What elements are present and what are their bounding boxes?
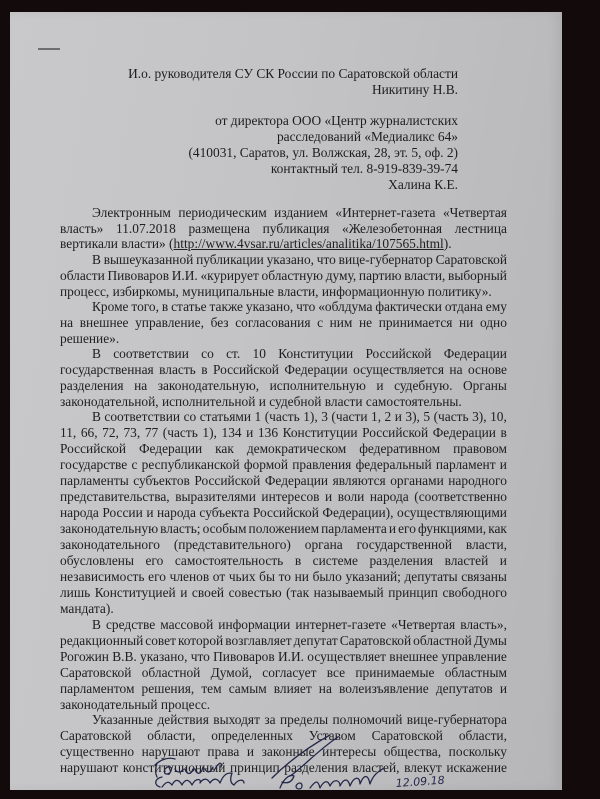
body-word: функциями, [417,521,487,536]
body-word: и [499,553,507,568]
body-word: В [92,252,101,267]
body-word: Федерации [138,441,203,456]
body-word: лестница [454,221,507,236]
body-word: власти, [404,268,446,283]
body-word: государстве [60,457,128,472]
body-word: выборный [448,268,507,283]
sender-line-4: контактный тел. 8-919-839-39-74 [270,161,458,176]
body-word: Российской [362,425,429,440]
body-word: вице-губернатора [406,712,507,727]
sender-line-3: (410031, Саратов, ул. Волжская, 28, эт. 5, оф. 2) [188,145,458,160]
body-word: 72, [102,425,119,440]
body-word: властей [444,553,489,568]
body-word: Электронным [92,205,171,220]
body-word: областную [261,268,324,283]
body-word: искажение [446,760,507,775]
body-word: власть», [460,617,507,632]
body-word: статьями [199,409,252,424]
body-word: соответствии [113,346,189,361]
body-word: изданием [274,205,328,220]
body-word: 11, [60,425,77,440]
body-word: 134 [221,425,242,440]
body-word: осуществляющими [396,505,507,520]
body-word: органа [304,537,343,552]
body-word: партию [358,268,402,283]
body-word: В [92,346,101,361]
body-word: формой [243,457,289,472]
body-word: с [317,315,324,330]
body-word: отдана [444,299,483,314]
body-word: народного [448,473,507,488]
body-word: на [449,362,463,377]
body-word: конституционный [122,760,226,775]
body-word: парламента [321,521,387,536]
body-word: указаний; [345,569,401,584]
body-word: (часть [264,409,300,424]
body-word: которой [177,633,224,648]
body-word: депутаты [404,569,458,584]
body-word: на [60,315,74,330]
body-word: 1), [303,409,318,424]
body-word: то [278,569,291,584]
body-word: Саратовской [435,252,507,267]
body-word: существенно [60,744,135,759]
body-word: республиканской [141,457,240,472]
body-word: Конституцией [94,585,176,600]
body-word: пределы [280,712,329,727]
body-word: без [210,315,229,330]
body-word: России [102,505,143,520]
body-word: 2 [384,409,392,424]
body-word: Российской [212,362,279,377]
body-word: осуществляет [307,649,386,664]
body-word: Российской [252,505,319,520]
body-word: совестью [228,585,282,600]
body-word: области [60,268,105,283]
body-word: редакционный [60,633,144,648]
body-word: исполнительную [269,378,366,393]
body-word: федеральный [355,457,432,472]
body-word: Рогожин [60,649,109,664]
body-text: мандата). [60,601,114,616]
body-word: за [264,712,276,727]
body-word: и [246,744,255,759]
body-word: вице-губернатор [338,252,433,267]
body-word: 73, [123,425,141,440]
publication-link[interactable]: http://www.4vsar.ru/articles/analitika/107565.html [173,236,444,251]
body-word: общества, [383,744,442,759]
body-word: «Железобетонная [342,221,443,236]
body-word: Органы [462,378,507,393]
body-word: правления [292,457,352,472]
body-word: являются [332,473,386,488]
body-word: его [148,569,166,584]
body-word: 66, [80,425,98,440]
body-word: размещена [188,221,250,236]
body-word: ст. [226,346,241,361]
body-word: что [296,299,316,314]
body-word: народа [60,505,99,520]
body-word: особым [202,521,247,536]
body-text: ). [443,236,452,251]
body-word: представительства, [60,489,170,504]
body-word: положением [248,521,320,536]
body-word: (соответственно [414,489,507,504]
body-word: власть; [160,521,201,536]
body-word: действия [157,712,209,727]
body-word: поскольку [448,744,507,759]
body-word: нарушают [141,744,200,759]
body-word: интересы [322,744,377,759]
body-word: (представительного) [173,537,291,552]
body-word: от [212,569,226,584]
body-word: областной [141,665,201,680]
body-word: принимаемые [355,665,435,680]
body-word: Думы [473,633,507,648]
body-word: внешнее [389,649,439,664]
body-word: Указанные [92,712,154,727]
body-text: процесс, избиркомы, муниципальные власти, информационную политику». [60,284,492,299]
body-word: ним [329,315,353,330]
body-word: субъекта [199,505,250,520]
body-word: ни [459,315,474,330]
body-word: 5 [423,409,431,424]
body-word: 11.07.2018 [116,221,176,236]
body-word: также [209,299,243,314]
body-word: законодательную [60,521,159,536]
body-word: (часть [162,425,198,440]
body-word: В [92,409,101,424]
body-word: парламенты [60,473,129,488]
body-word: И.И. [171,268,198,283]
body-word: и [376,378,384,393]
body-word: власть» [60,221,104,236]
body-word: области, [458,728,507,743]
body-word: все [326,665,346,680]
body-word: лишь [60,585,91,600]
body-word: «Четвертая [391,617,456,632]
body-word: власти, [465,537,507,552]
signature-strike [272,735,338,778]
body-word: 3 [321,409,328,424]
body-word: что [190,649,210,664]
body-text: решение». [60,331,120,346]
body-word: на [318,681,332,696]
body-word: 3), [405,409,420,424]
handwriting-word2 [156,773,244,787]
body-word: полномочий [332,712,403,727]
body-word: Саратовской [60,728,132,743]
body-word: независимость [60,569,145,584]
body-word: областным [444,665,507,680]
body-word: фактически [375,299,442,314]
body-word: воли [337,489,365,504]
body-word: системе [312,553,358,568]
body-word: думу, [325,268,357,283]
body-text: законодательный процесс. [60,697,211,712]
body-word: законодательную, [157,378,260,393]
body-word: в [500,425,507,440]
body-word: законные [261,744,315,759]
body-word: правовом [453,441,507,456]
body-text: вертикали власти» ( [60,236,174,251]
body-word: его [145,553,164,568]
body-word: управление, [135,315,204,330]
body-word: членов [169,569,210,584]
body-word: что [316,252,336,267]
body-word: 1), [202,425,217,440]
body-word: как [215,441,234,456]
body-word: (части [331,409,368,424]
body-word: Федерации), [322,505,394,520]
body-word: ни [294,569,309,584]
body-word: бы [259,569,275,584]
body-text: законодательной, исполнительной и судебной власти самостоятельны. [60,394,462,409]
body-word: и [246,425,254,440]
body-word: как [488,521,507,536]
body-word: решения, [141,681,195,696]
body-word: И.И. [277,649,305,664]
body-word: в [201,362,208,377]
body-word: Пивоваров [107,268,170,283]
body-word: не [358,315,373,330]
body-word: выходят [213,712,260,727]
body-word: с [131,457,138,472]
body-word: разделения [284,760,348,775]
body-word: «Интернет-газета [335,205,436,220]
body-word: Российской [365,346,432,361]
body-word: демократическом [246,441,347,456]
body-word: 77 [144,425,159,440]
body-word: депутат [293,633,338,648]
body-word: осуществляется [353,362,444,377]
body-word: В.В. [112,649,137,664]
body-word: субъектов [133,473,190,488]
body-word: ему [485,299,507,314]
body-word: (так [286,585,310,600]
body-word: чьих [228,569,256,584]
body-word: внешнее [79,315,129,330]
body-word: указано, [245,299,294,314]
body-word: своей [191,585,225,600]
body-word: областной [413,633,472,648]
body-word: 136 [257,425,279,440]
body-word: совет [145,633,176,648]
body-word: властей, [352,760,400,775]
body-word: в [161,299,169,314]
body-word: согласования [235,315,311,330]
body-word: «курирует [200,268,259,283]
body-word: права [207,744,240,759]
body-word: Российской [60,441,126,456]
body-word: судебную. [394,378,453,393]
body-word: законодательного [60,537,160,552]
body-word: народа [369,489,409,504]
body-word: массовой [160,617,214,632]
body-word: определенных [211,728,293,743]
body-word: со [201,346,214,361]
body-word: 10 [252,346,266,361]
sender-line-1: от директора ООО «Центр журналистских [215,113,458,128]
body-word: и [180,585,188,600]
body-word: самостоятельность [174,553,284,568]
body-word: и [325,489,333,504]
addressee-line-1: И.о. руководителя СУ СК России по Саратовской области [128,66,458,81]
body-word: 1 [254,409,262,424]
body-word: Федерации [264,473,329,488]
body-word: указано, [266,252,314,267]
body-word: депутатов [435,681,493,696]
body-word: статье [171,299,207,314]
body-word: Конституции [278,346,354,361]
body-word: было [312,569,342,584]
body-word: «Четвертая [442,205,507,220]
body-word: самым [228,681,267,696]
body-word: влекут [404,760,442,775]
body-word: соответствии [104,409,181,424]
body-word: возглавляет [225,633,292,648]
body-word: принимается [378,315,453,330]
body-word: Кроме [92,299,129,314]
body-word: принцип [230,760,280,775]
body-word: периодическим [178,205,267,220]
body-word: публикации [196,252,264,267]
body-word: государственная [60,362,154,377]
body-word: тем [201,681,222,696]
handwritten-date: 12.09.18 [395,773,446,790]
body-word: его [398,521,416,536]
body-word: нарушают [60,760,119,775]
body-word: вышеуказанной [103,252,194,267]
body-word: парламентом [60,681,135,696]
body-word: В [92,617,101,632]
body-word: Саратовской [371,728,443,743]
body-word: и [394,409,402,424]
body-word: Российской [194,473,261,488]
body-word: информации [218,617,291,632]
body-word: (часть [433,409,469,424]
body-word: Пивоваров [213,649,275,664]
body-word: и [499,457,507,472]
body-word: согласует [262,665,317,680]
body-word: Конституции [282,425,358,440]
body-word: народа [157,505,196,520]
body-word: того, [131,299,159,314]
body-word: 1, [371,409,382,424]
body-word: Федерации [432,425,496,440]
body-word: Федерации [284,362,348,377]
body-word: разделения [369,553,434,568]
body-word: власть [159,362,196,377]
body-word: обусловлены [60,553,134,568]
sender-line-2: расследований «Медиаликс 64» [276,129,458,144]
body-word: свободного [442,585,507,600]
body-word: выразителями [175,489,256,504]
body-word: Федерации [443,346,507,361]
body-word: управление [441,649,507,664]
body-word: Уставом [308,728,356,743]
body-word: указано, [140,649,188,664]
body-word: области, [147,728,196,743]
body-word: и [499,681,507,696]
body-word: «облдума [318,299,373,314]
body-word: влияет [273,681,312,696]
body-word: интернет-газете [295,617,387,632]
body-word: органами [390,473,444,488]
sender-line-5: Халина К.Е. [388,177,458,192]
body-word: связаны [461,569,507,584]
body-word: публикация [262,221,330,236]
body-word: парламент [435,457,496,472]
body-word: государственной [356,537,453,552]
addressee-line-2: Никитину Н.В. [371,82,458,97]
body-word: одно [479,315,507,330]
body-word: федеративном [359,441,441,456]
body-word: и [146,505,154,520]
body-word: принцип [388,585,438,600]
body-word: и [388,521,397,536]
body-word: интересов [261,489,320,504]
body-word: средстве [105,617,156,632]
body-word: называемый [313,585,384,600]
body-word: 3), [472,409,487,424]
body-word: Думой, [210,665,252,680]
body-word: со [183,409,197,424]
body-word: на [134,378,148,393]
body-word: волеизъявление [339,681,429,696]
handwriting-word1 [155,758,222,777]
body-word: в [294,553,302,568]
body-word: 10, [490,409,507,424]
body-word: Саратовской [339,633,412,648]
body-word: разделения [60,378,124,393]
body-word: основе [467,362,507,377]
body-word: Саратовской [60,665,132,680]
